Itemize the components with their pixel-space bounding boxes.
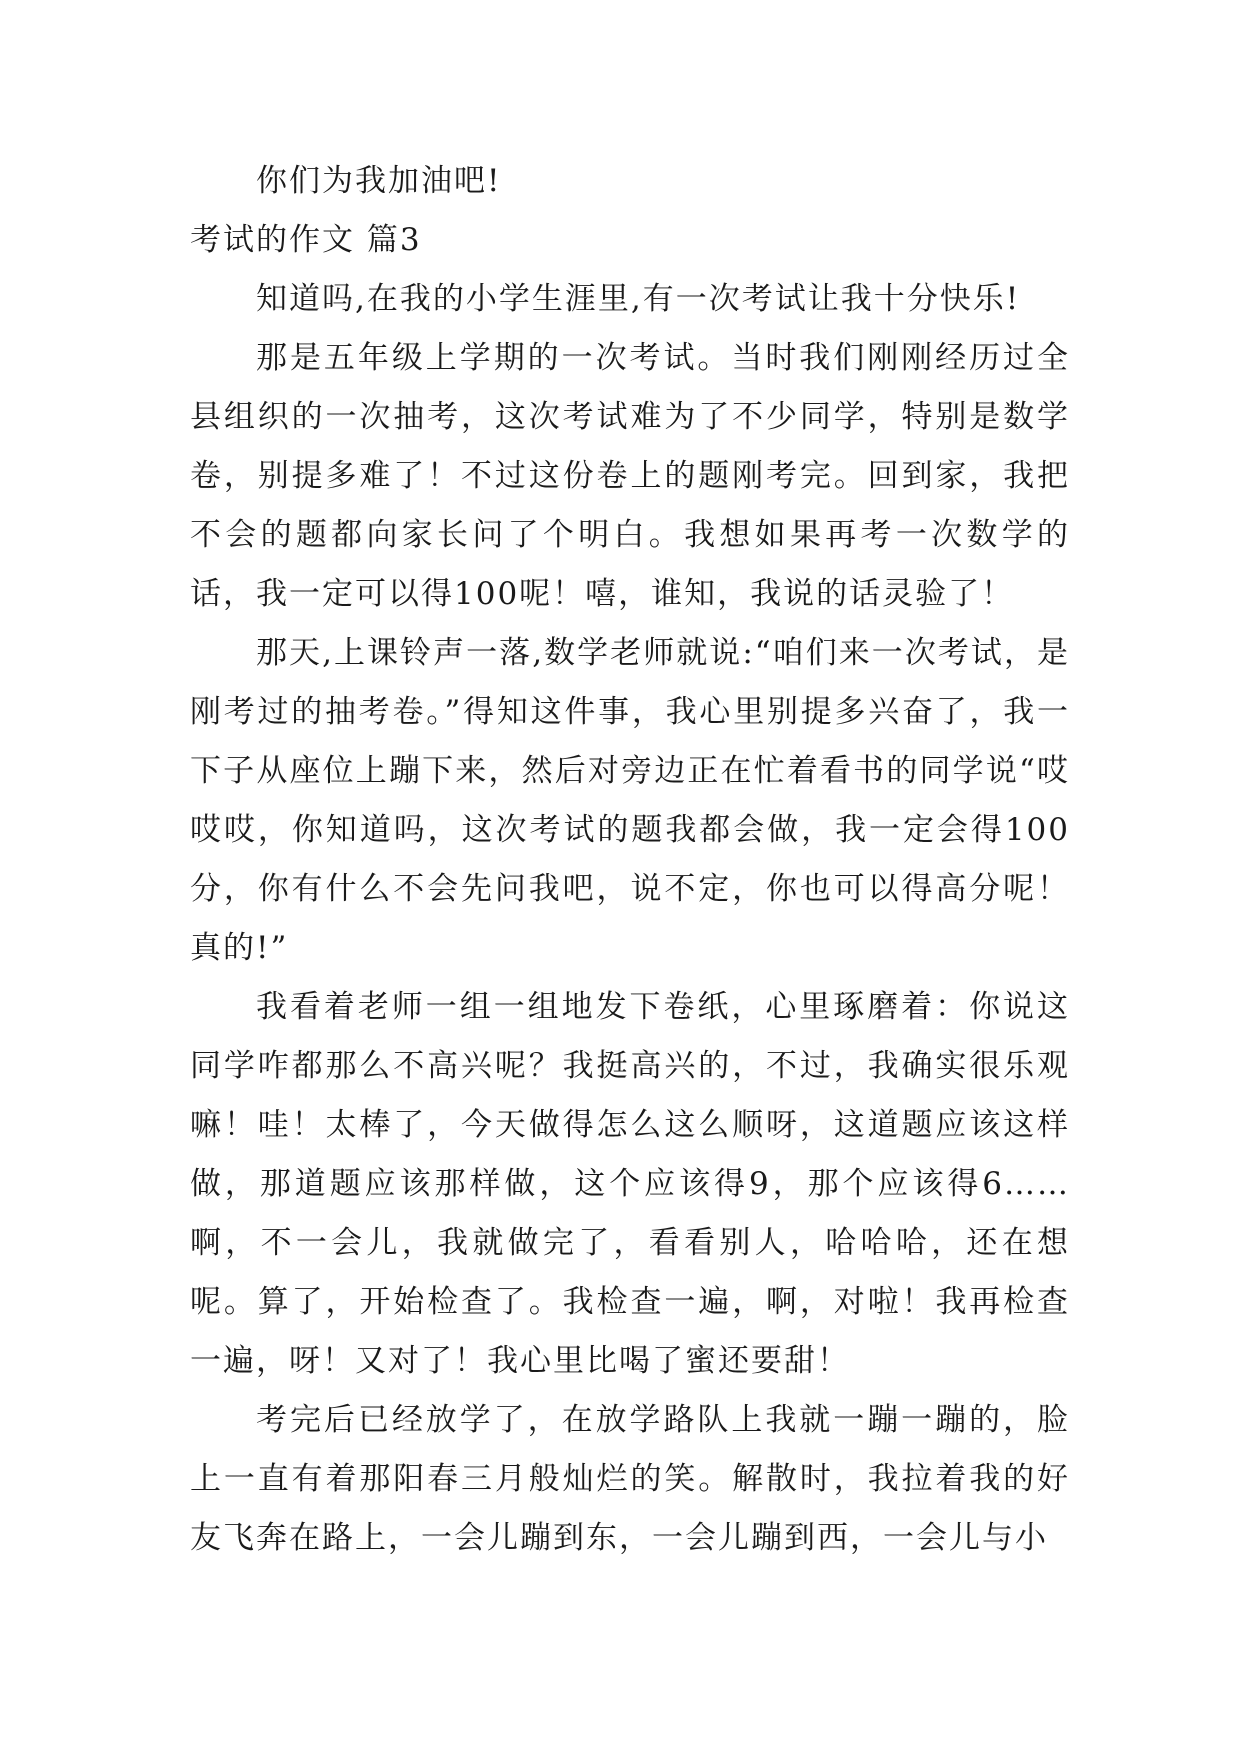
paragraph-3: 那天,上课铃声一落,数学老师就说:“咱们来一次考试，是刚考过的抽考卷。”得知这件事，我心里别提多兴奋了，我一下子从座位上蹦下来，然后对旁边正在忙着看书的同学说“哎哎哎，你知道吗，这次考试的题我都会做，我一定会得100分，你有什么不会先问我吧，说不定，你也可以得高分呢！真的!”: [190, 635, 1070, 966]
opening-line: 你们为我加油吧!: [256, 163, 502, 199]
document-body: [190, 152, 1070, 1568]
paragraph-2: 那是五年级上学期的一次考试。当时我们刚刚经历过全县组织的一次抽考，这次考试难为了不少同学，特别是数学卷，别提多难了！不过这份卷上的题刚考完。回到家，我把不会的题都向家长问了个明白。我想如果再考一次数学的话，我一定可以得100呢！嘻，谁知，我说的话灵验了！: [190, 340, 1070, 612]
paragraph-5: 考完后已经放学了，在放学路队上我就一蹦一蹦的，脸上一直有着那阳春三月般灿烂的笑。解散时，我拉着我的好友飞奔在路上，一会儿蹦到东，一会儿蹦到西，一会儿与小: [190, 1402, 1070, 1556]
essay-heading: 考试的作文 篇3: [190, 222, 422, 258]
paragraph-4: 我看着老师一组一组地发下卷纸，心里琢磨着：你说这同学咋都那么不高兴呢？我挺高兴的，不过，我确实很乐观嘛！哇！太棒了，今天做得怎么这么顺呀，这道题应该这样做，那道题应该那样做，这个应该得9，那个应该得6……啊，不一会儿，我就做完了，看看别人，哈哈哈，还在想呢。算了，开始检查了。我检查一遍，啊，对啦！我再检查一遍，呀！又对了！我心里比喝了蜜还要甜！: [190, 989, 1070, 1379]
paragraph-1: 知道吗,在我的小学生涯里,有一次考试让我十分快乐!: [256, 281, 1021, 317]
